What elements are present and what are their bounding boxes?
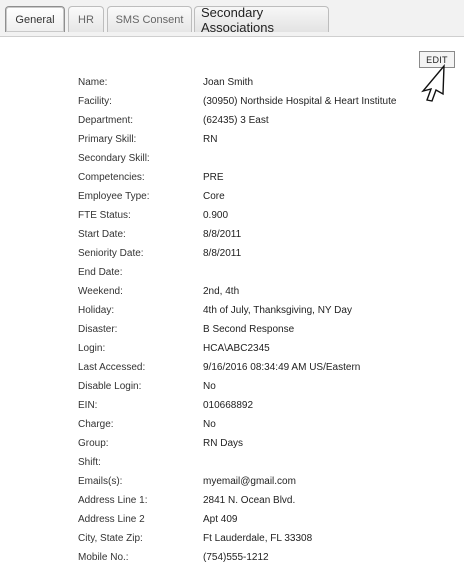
field-label: Emails(s): [78, 476, 123, 487]
field-row [78, 168, 458, 187]
field-label: Charge: [78, 419, 114, 430]
field-value: (30950) Northside Hospital & Heart Institute [203, 96, 397, 107]
field-label: Secondary Skill: [78, 153, 150, 164]
field-label: End Date: [78, 267, 123, 278]
field-label: Employee Type: [78, 191, 150, 202]
field-value: RN [203, 134, 218, 145]
employee-details-list [78, 73, 458, 567]
field-value: PRE [203, 172, 224, 183]
field-row [78, 339, 458, 358]
tab-hr[interactable]: HR [68, 6, 104, 32]
field-row [78, 434, 458, 453]
field-row [78, 92, 458, 111]
field-row [78, 529, 458, 548]
tab-bar [0, 0, 464, 37]
field-value: Core [203, 191, 225, 202]
field-value: 4th of July, Thanksgiving, NY Day [203, 305, 352, 316]
field-row [78, 282, 458, 301]
field-row [78, 187, 458, 206]
field-label: Last Accessed: [78, 362, 146, 373]
field-row [78, 491, 458, 510]
field-row [78, 225, 458, 244]
tab-general[interactable]: General [5, 6, 65, 32]
field-value: 010668892 [203, 400, 254, 411]
field-row [78, 73, 458, 92]
field-row [78, 320, 458, 339]
field-row [78, 244, 458, 263]
field-label: Address Line 2 [78, 514, 145, 525]
field-label: Start Date: [78, 229, 126, 240]
field-value: No [203, 419, 216, 430]
field-value: myemail@gmail.com [203, 476, 296, 487]
field-label: Disaster: [78, 324, 118, 335]
field-label: Primary Skill: [78, 134, 137, 145]
field-label: Competencies: [78, 172, 145, 183]
field-row [78, 111, 458, 130]
field-value: B Second Response [203, 324, 295, 335]
field-value: (754)555-1212 [203, 552, 269, 563]
field-row [78, 415, 458, 434]
field-label: Holiday: [78, 305, 115, 316]
tab-secondary-associations[interactable]: Secondary Associations [194, 6, 329, 32]
field-label: City, State Zip: [78, 533, 143, 544]
field-label: Seniority Date: [78, 248, 144, 259]
tab-sms-consent[interactable]: SMS Consent [107, 6, 192, 32]
field-value: 8/8/2011 [203, 248, 242, 259]
field-label: Mobile No.: [78, 552, 129, 563]
field-label: Address Line 1: [78, 495, 148, 506]
field-value: 9/16/2016 08:34:49 AM US/Eastern [203, 362, 361, 373]
field-label: Disable Login: [78, 381, 142, 392]
field-label: Group: [78, 438, 109, 449]
field-row [78, 130, 458, 149]
field-row [78, 472, 458, 491]
field-label: Department: [78, 115, 134, 126]
field-label: Login: [78, 343, 106, 354]
field-label: Shift: [78, 457, 101, 468]
field-row [78, 396, 458, 415]
field-row [78, 263, 458, 282]
field-label: Facility: [78, 96, 112, 107]
field-value: HCA\ABC2345 [203, 343, 270, 354]
field-row [78, 149, 458, 168]
field-row [78, 206, 458, 225]
field-value: Joan Smith [203, 77, 254, 88]
edit-button[interactable]: EDIT [419, 51, 455, 68]
field-value: 2841 N. Ocean Blvd. [203, 495, 296, 506]
field-value: No [203, 381, 216, 392]
field-value: Apt 409 [203, 514, 238, 525]
field-label: EIN: [78, 400, 98, 411]
field-value: (62435) 3 East [203, 115, 269, 126]
field-row [78, 510, 458, 529]
field-row [78, 377, 458, 396]
field-label: Weekend: [78, 286, 123, 297]
field-row [78, 548, 458, 567]
field-row [78, 453, 458, 472]
field-row [78, 358, 458, 377]
field-value: 8/8/2011 [203, 229, 242, 240]
field-label: Name: [78, 77, 108, 88]
field-value: RN Days [203, 438, 244, 449]
field-row [78, 301, 458, 320]
field-value: 2nd, 4th [203, 286, 240, 297]
field-label: FTE Status: [78, 210, 131, 221]
field-value: Ft Lauderdale, FL 33308 [203, 533, 313, 544]
field-value: 0.900 [203, 210, 229, 221]
